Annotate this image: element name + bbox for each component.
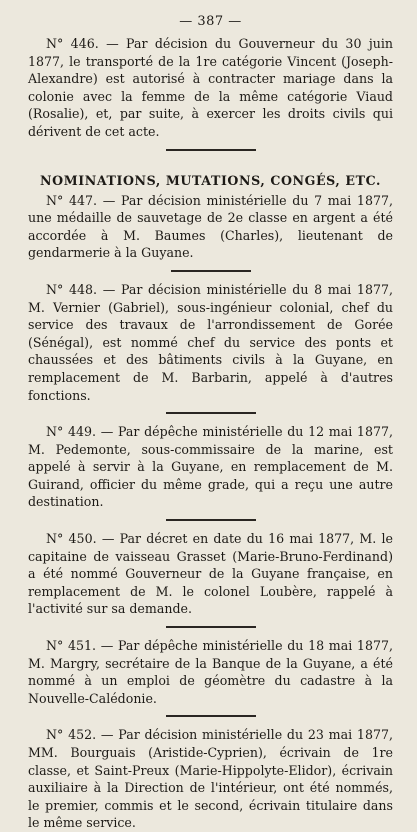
entry-448 bbox=[28, 281, 393, 404]
entry-text: — Par décision ministérielle du 8 mai 1877, M. Vernier (Gabriel), sous-ingénieur colonial, chef du service des travaux de l'arrondissement de Gorée (Sénégal), est nommé chef du service des ponts et chaussées et des bâtiments civils à la Guyane, en remplacement de M. Barbarin, appelé à d'autres fonctions. bbox=[28, 281, 393, 403]
separator-rule bbox=[166, 626, 256, 628]
entry-number: N° 447. bbox=[46, 192, 98, 208]
entry-number: N° 452. bbox=[46, 727, 97, 743]
entry-text: — Par dépêche ministérielle du 18 mai 1877, M. Margry, secrétaire de la Banque de la Guyane, a été nommé à un emploi de géomètre du cadastre à la Nouvelle-Calédonie. bbox=[28, 638, 393, 706]
entry-text: — Par décret en date du 16 mai 1877, M. le capitaine de vaisseau Grasset (Marie-Bruno-Ferdinand) a été nommé Gouverneur de la Guyane française, en remplacement de M. le colonel Loubère, rappelé à l'activité sur sa demande. bbox=[28, 531, 393, 617]
section-heading: NOMINATIONS, MUTATIONS, CONGÉS, ETC. bbox=[40, 172, 381, 188]
page-number: — 387 — bbox=[179, 14, 242, 29]
entry-number: N° 451. bbox=[46, 638, 97, 654]
separator-rule bbox=[171, 270, 251, 272]
separator-rule bbox=[166, 412, 256, 414]
entry-number: N° 448. bbox=[46, 281, 98, 297]
entry-text: — Par décision ministérielle du 23 mai 1877, MM. Bourguais (Aristide-Cyprien), écrivain de 1re classe, et Saint-Preux (Marie-Hippolyte-Elidor), écrivain auxiliaire à la Direction de l'intérieur, ont été nommés, le premier, commis et le second, écrivain titulaire dans le même service. bbox=[28, 727, 393, 831]
separator-rule bbox=[166, 519, 256, 521]
entry-text: — Par dépêche ministérielle du 12 mai 1877, M. Pedemonte, sous-commissaire de la marine, est appelé à servir à la Guyane, en remplacement de M. Guirand, officier du même grade, qui a reçu une autre destination. bbox=[28, 424, 393, 510]
separator-rule bbox=[166, 149, 256, 151]
entry-447 bbox=[28, 192, 393, 262]
entry-446 bbox=[28, 35, 393, 141]
entry-number: N° 449. bbox=[46, 424, 97, 440]
entry-number: N° 450. bbox=[46, 531, 97, 547]
entry-451 bbox=[28, 637, 393, 707]
entry-text: — Par décision du Gouverneur du 30 juin 1877, le transporté de la 1re catégorie Vincent (Joseph-Alexandre) est autorisé à contracter mariage dans la colonie avec la femme de la même catégorie Viaud (Rosalie), et, par suite, à exercer les droits civils qui dérivent de cet acte. bbox=[28, 36, 393, 139]
entry-449 bbox=[28, 423, 393, 511]
entry-452 bbox=[28, 726, 393, 832]
separator-rule bbox=[166, 715, 256, 717]
entry-450 bbox=[28, 530, 393, 618]
entry-number: N° 446. bbox=[46, 36, 99, 51]
entry-text: — Par décision ministérielle du 7 mai 1877, une médaille de sauvetage de 2e classe en argent a été accordée à M. Baumes (Charles), lieutenant de gendarmerie à la Guyane. bbox=[28, 192, 393, 261]
